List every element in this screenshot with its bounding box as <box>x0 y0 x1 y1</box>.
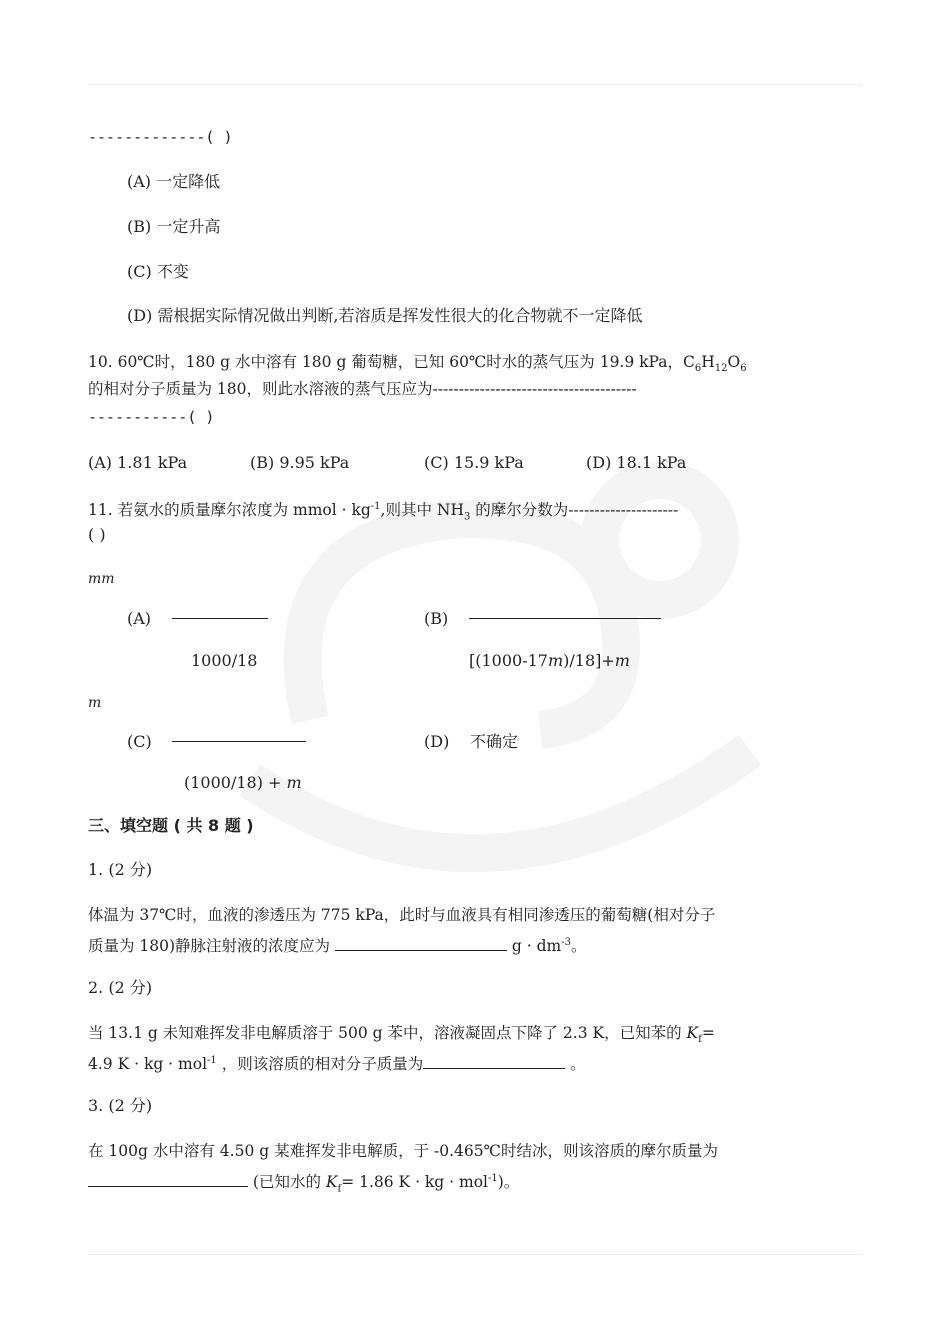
fill-q1-text-a: 质量为 180)静脉注射液的浓度应为 <box>88 937 335 956</box>
q11-option-c-denominator <box>184 772 302 794</box>
q11-b-den-a: [(1000-17 <box>469 651 548 670</box>
q11-option-c-fraction-bar <box>172 741 306 742</box>
q11-option-c-label: (C) <box>127 732 152 751</box>
q11-text-c: 的摩尔分数为--------------------- <box>470 501 679 520</box>
q11-option-a-label: (A) <box>127 609 152 628</box>
fill-q2-eq: = <box>701 1024 715 1042</box>
fill-q2-head: 2. (2 分) <box>88 978 153 997</box>
q11-option-d-text: 不确定 <box>470 732 519 751</box>
q10-sub-1: 6 <box>694 363 702 375</box>
q11-option-a-denominator: 1000/18 <box>191 651 258 670</box>
q11-line-1 <box>88 496 678 528</box>
top-rule <box>88 84 862 85</box>
fill-q2-line-2 <box>88 1050 586 1075</box>
q10-option-c: (C) 15.9 kPa <box>424 453 524 472</box>
fill-q2-text-d: 。 <box>565 1055 586 1074</box>
q10-h: H <box>701 353 715 371</box>
fill-q2-text-a: 当 13.1 g 未知难挥发非电解质溶于 500 g 苯中，溶液凝固点下降了 2.3 K，已知苯的 <box>88 1024 687 1042</box>
fill-q1-text-b: g · dm <box>507 937 562 956</box>
q10-option-d: (D) 18.1 kPa <box>586 453 687 472</box>
fill-q1-head: 1. (2 分) <box>88 860 153 879</box>
q11-option-a-fraction-bar <box>172 618 268 619</box>
q11-b-den-b: )/18]+ <box>563 651 615 670</box>
q9-option-b: (B) 一定升高 <box>127 217 221 236</box>
q11-option-d-label: (D) <box>424 732 450 751</box>
fill-q3-sup: -1 <box>488 1173 498 1184</box>
q10-line-2: 的相对分子质量为 180，则此水溶液的蒸气压应为--------------------------------------- <box>88 380 637 398</box>
q11-mm-label: mm <box>88 571 115 587</box>
fill-q3-answer-blank[interactable] <box>88 1172 248 1187</box>
q10-option-b: (B) 9.95 kPa <box>250 453 350 472</box>
fill-q2-text-b: 4.9 K · kg · mol <box>88 1055 208 1074</box>
q11-c-den-a: (1000/18) + <box>184 773 287 792</box>
q11-m-label: m <box>88 695 102 711</box>
fill-q3-f: f <box>337 1183 342 1195</box>
q9-dashes: -------------( ) <box>88 128 233 146</box>
fill-q3-text-b: = 1.86 K · kg · mol <box>341 1173 488 1192</box>
q11-line-2: ( ) <box>88 525 106 544</box>
fill-q1-sup: -3 <box>561 937 571 948</box>
q10-sub-2: 12 <box>714 363 728 375</box>
q10-text-a: 10. 60℃时，180 g 水中溶有 180 g 葡萄糖，已知 60℃时水的蒸气压为 19.9 kPa，C <box>88 353 695 371</box>
q10-option-a: (A) 1.81 kPa <box>88 453 188 472</box>
fill-q2-answer-blank[interactable] <box>423 1054 565 1069</box>
q10-line-3: -----------( ) <box>88 408 215 426</box>
fill-q3-line-1: 在 100g 水中溶有 4.50 g 某难挥发非电解质，于 -0.465℃时结冰，则该溶质的摩尔质量为 <box>88 1142 718 1160</box>
q11-option-b-label: (B) <box>424 609 449 628</box>
fill-q1-text-c: 。 <box>571 937 587 956</box>
fill-q3-line-2 <box>88 1168 519 1200</box>
fill-q3-k: K <box>325 1173 338 1192</box>
fill-q3-text-c: )。 <box>497 1173 520 1192</box>
q10-sub-3: 6 <box>740 363 747 375</box>
q11-b-den-m2: m <box>614 651 630 670</box>
q11-option-b-denominator <box>469 650 630 672</box>
fill-q1-line-2 <box>88 932 587 957</box>
q11-option-b-fraction-bar <box>469 618 661 619</box>
q11-b-den-m: m <box>547 651 564 670</box>
q11-c-den-m: m <box>286 773 302 792</box>
q11-text-b: ,则其中 NH <box>380 501 464 520</box>
fill-q1-answer-blank[interactable] <box>335 936 507 951</box>
fill-q1-line-1: 体温为 37℃时，血液的渗透压为 775 kPa，此时与血液具有相同渗透压的葡萄糖(相对分子 <box>88 906 716 924</box>
q11-text-a: 11. 若氨水的质量摩尔浓度为 mmol · kg <box>88 501 371 520</box>
section-3-title: 三、填空题 ( 共 8 题 ) <box>88 816 254 835</box>
fill-q2-f: f <box>698 1034 702 1046</box>
fill-q3-text-a: (已知水的 <box>248 1173 326 1192</box>
q9-option-c: (C) 不变 <box>127 262 189 281</box>
q9-option-d: (D) 需根据实际情况做出判断,若溶质是挥发性很大的化合物就不一定降低 <box>127 306 643 325</box>
q9-option-a: (A) 一定降低 <box>127 172 221 191</box>
q10-line-1 <box>88 351 747 380</box>
fill-q2-sup: -1 <box>207 1055 217 1066</box>
q11-sub: 3 <box>463 511 471 523</box>
bottom-rule <box>88 1254 862 1255</box>
fill-q2-text-c: ，则该溶质的相对分子质量为 <box>216 1055 424 1074</box>
fill-q2-line-1 <box>88 1022 715 1051</box>
fill-q3-head: 3. (2 分) <box>88 1096 153 1115</box>
q10-o: O <box>727 353 741 371</box>
fill-q2-k: K <box>686 1024 699 1042</box>
q11-sup: -1 <box>370 501 381 512</box>
